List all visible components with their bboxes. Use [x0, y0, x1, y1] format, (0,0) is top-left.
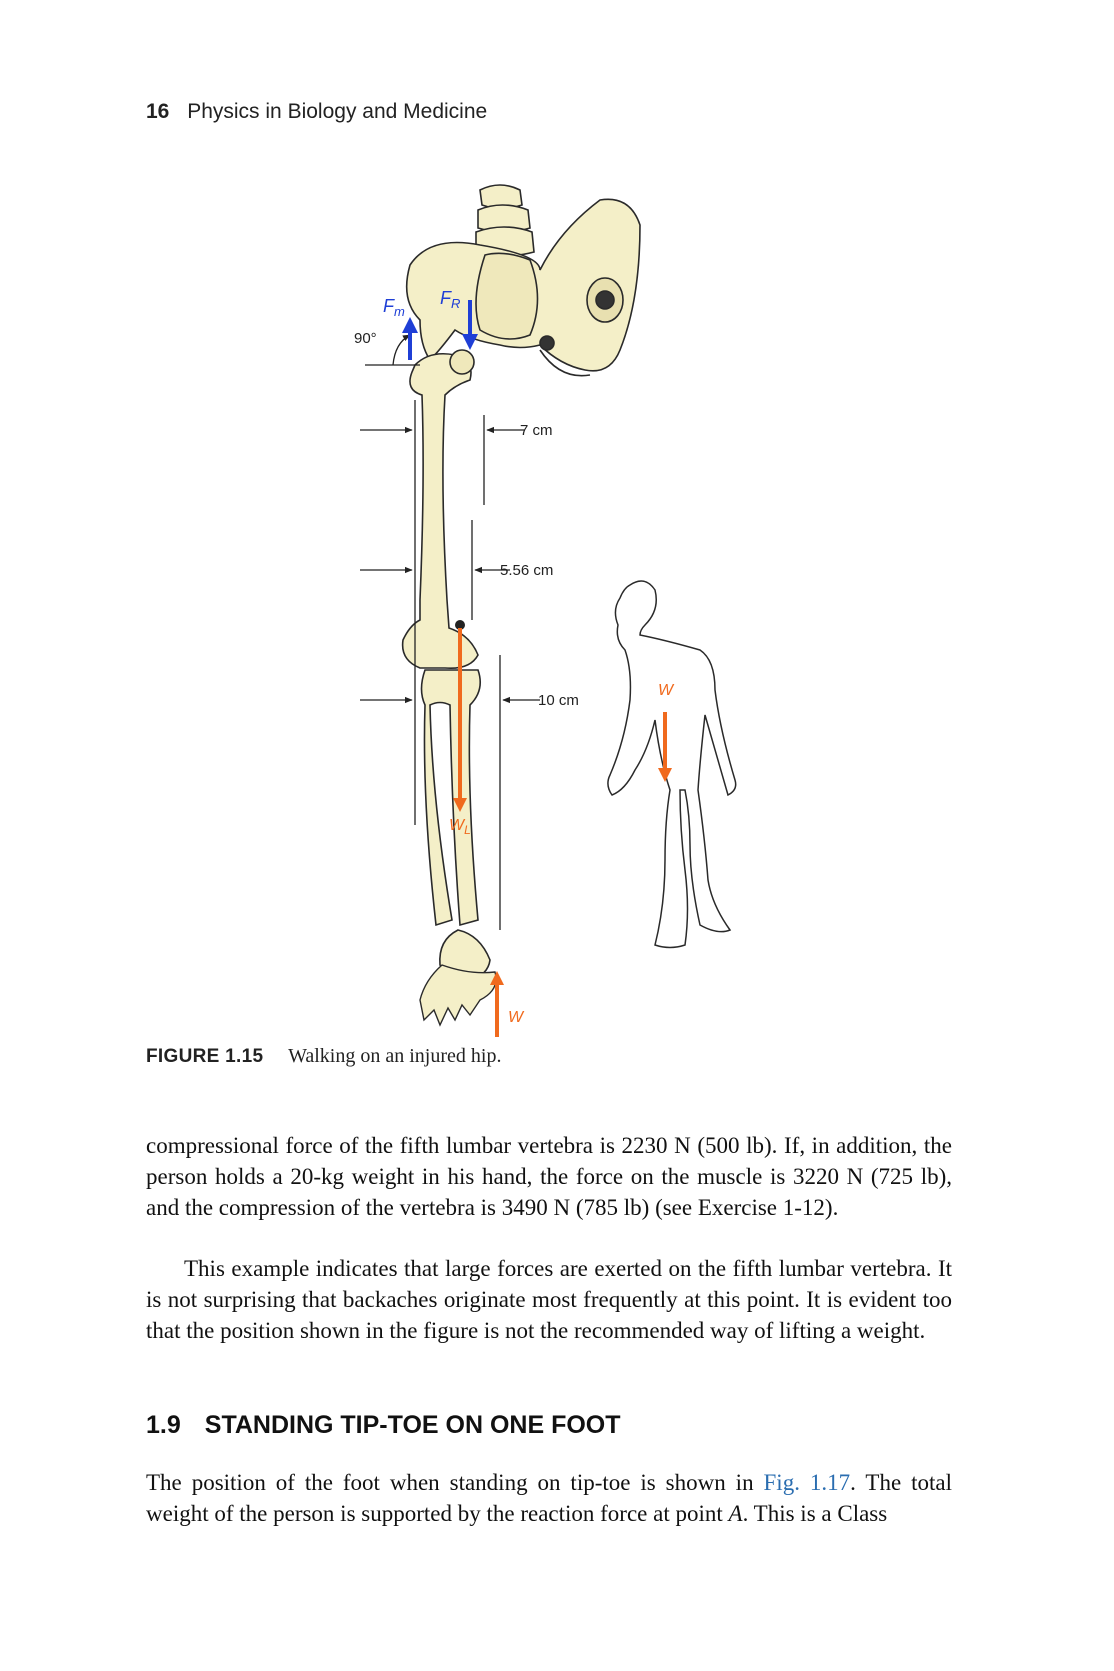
dim-knee-label: 5.56 cm	[500, 562, 554, 579]
dim-hip-label: 7 cm	[520, 422, 553, 439]
fm-label: $F_m$	[383, 296, 405, 319]
p3-point: A	[728, 1501, 743, 1526]
wl-label: $W_L$	[449, 817, 471, 837]
figure-caption-text: Walking on an injured hip.	[288, 1045, 502, 1067]
figure-caption-label: FIGURE 1.15	[146, 1046, 264, 1067]
dim-foot-label: 10 cm	[538, 692, 579, 709]
femur-drawing	[403, 350, 478, 668]
paragraph-1: compressional force of the fifth lumbar vertebra is 2230 N (500 lb). If, in addition, the person holds a 20-kg weight in his hand, the force on the muscle is 3220 N (725 lb), and the compression of the vertebra is 3490 N (785 lb) (see Exercise 1-12).	[146, 1133, 952, 1220]
figure-cross-reference-link[interactable]: Fig. 1.17	[763, 1470, 851, 1495]
p3-part1: The position of the foot when standing on tip-toe is shown in	[146, 1470, 764, 1495]
angle-label: 90°	[354, 330, 377, 347]
section-heading	[146, 1411, 621, 1440]
w-body-label: W	[658, 682, 674, 699]
paragraph-3	[146, 1467, 952, 1529]
section-title: STANDING TIP-TOE ON ONE FOOT	[204, 1411, 621, 1439]
section-number: 1.9	[146, 1411, 181, 1439]
page-number: 16	[146, 100, 170, 123]
paragraph-2: This example indicates that large forces are exerted on the fifth lumbar vertebra. It is not surprising that backaches originate most frequently at this point. It is evident too that the position shown in the figure is not the recommended way of lifting a weight.	[146, 1256, 952, 1343]
p3-part3: . This is a Class	[742, 1501, 888, 1526]
p3-part2: . The total weight of the person is supported by the reaction force at point	[146, 1470, 952, 1526]
figure-caption	[146, 1045, 501, 1068]
foot-drawing	[420, 965, 496, 1025]
fr-label: $F_R$	[440, 288, 461, 311]
book-title: Physics in Biology and Medicine	[187, 100, 488, 123]
pelvis-drawing	[407, 185, 640, 376]
w-foot-label: W	[508, 1009, 524, 1026]
human-silhouette	[608, 581, 736, 948]
